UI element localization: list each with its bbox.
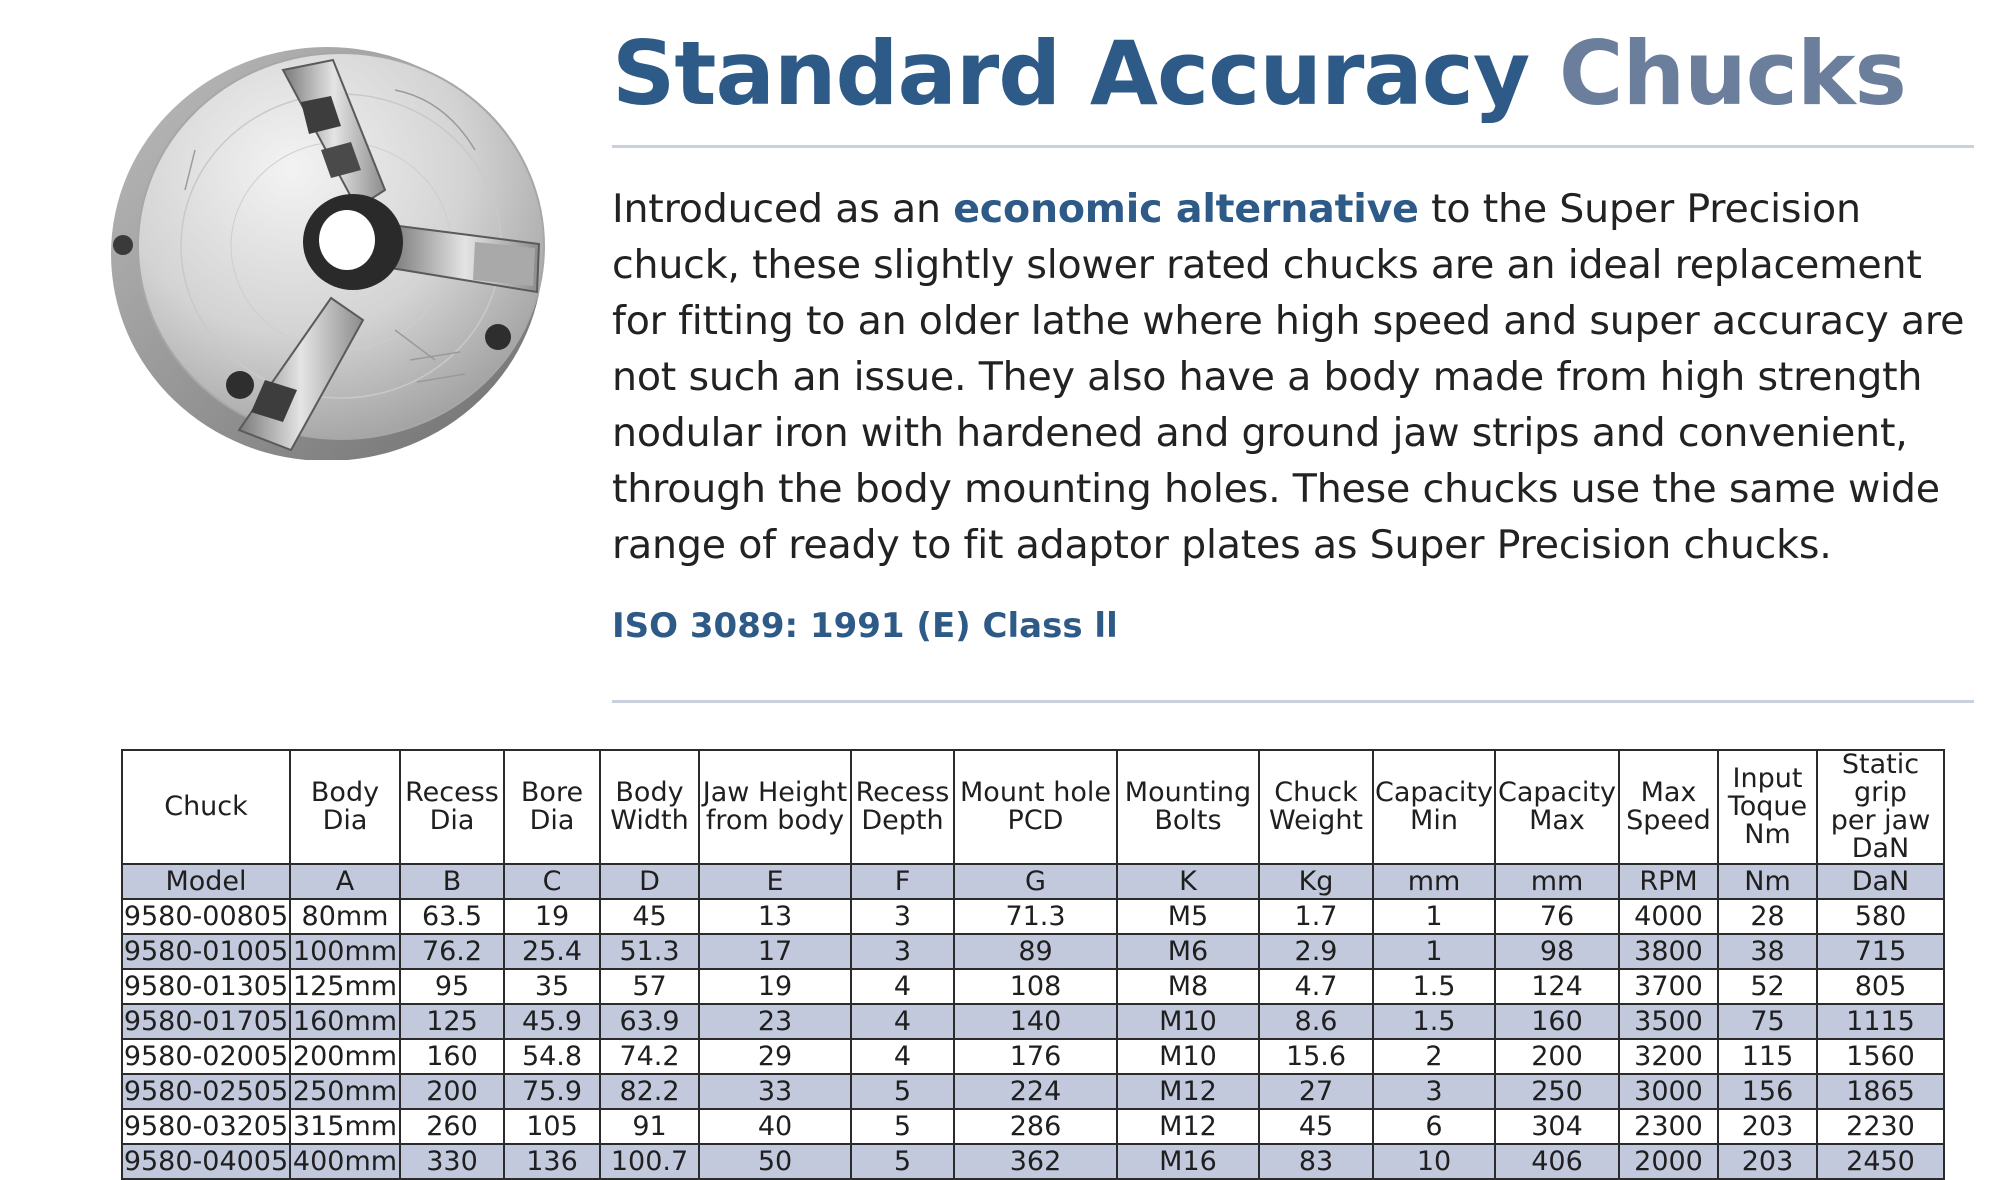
column-header-line: Body — [615, 777, 684, 808]
table-cell: 160mm — [290, 1004, 400, 1039]
table-row — [122, 1144, 1944, 1179]
table-cell: 27 — [1259, 1074, 1373, 1109]
column-header-line: Bolts — [1154, 805, 1222, 836]
model-number-cell: 9580-03205 — [123, 1111, 289, 1142]
column-header — [851, 750, 954, 864]
model-number-cell: 9580-04005 — [123, 1146, 289, 1177]
table-cell: 315mm — [290, 1109, 400, 1144]
table-cell: 25.4 — [504, 934, 600, 969]
table-cell: 83 — [1259, 1144, 1373, 1179]
model-number-cell: 9580-02005 — [123, 1041, 289, 1072]
table-cell: 805 — [1817, 969, 1944, 1004]
column-header-line: Speed — [1626, 805, 1711, 836]
column-header-line: Chuck — [164, 791, 248, 822]
table-cell: 3200 — [1619, 1039, 1718, 1074]
table-cell: 95 — [400, 969, 504, 1004]
table-cell: 200 — [400, 1074, 504, 1109]
table-cell: 45 — [600, 899, 699, 934]
table-cell: M10 — [1117, 1039, 1259, 1074]
column-header — [1373, 750, 1495, 864]
table-cell: 1 — [1373, 934, 1495, 969]
table-row — [122, 969, 1944, 1004]
table-cell: 10 — [1373, 1144, 1495, 1179]
table-row — [122, 1074, 1944, 1109]
model-number-cell: 9580-02505 — [123, 1076, 289, 1107]
table-cell: 82.2 — [600, 1074, 699, 1109]
column-unit: A — [290, 864, 400, 899]
table-units-row — [122, 864, 1944, 899]
column-header-line: Max — [1529, 805, 1585, 836]
table-cell: 4 — [851, 1039, 954, 1074]
table-cell: 6 — [1373, 1109, 1495, 1144]
column-header-line: Mount hole — [960, 777, 1111, 808]
table-cell: 200mm — [290, 1039, 400, 1074]
table-cell: 100.7 — [600, 1144, 699, 1179]
table-cell: 203 — [1718, 1109, 1817, 1144]
table-cell: 5 — [851, 1144, 954, 1179]
table-cell: 406 — [1495, 1144, 1619, 1179]
table-cell: 76 — [1495, 899, 1619, 934]
section-divider — [612, 700, 1974, 703]
column-header-line: Width — [610, 805, 689, 836]
model-number-cell: 9580-01005 — [123, 936, 289, 967]
table-cell: 3500 — [1619, 1004, 1718, 1039]
table-cell: 304 — [1495, 1109, 1619, 1144]
model-number-cell: 9580-01705 — [123, 1006, 289, 1037]
chuck-product-image — [95, 30, 575, 460]
table-cell: 4.7 — [1259, 969, 1373, 1004]
table-cell: 2300 — [1619, 1109, 1718, 1144]
column-unit: D — [600, 864, 699, 899]
table-cell: 3 — [851, 934, 954, 969]
table-cell: 74.2 — [600, 1039, 699, 1074]
column-unit: Kg — [1259, 864, 1373, 899]
table-cell: 45.9 — [504, 1004, 600, 1039]
iso-standard-label: ISO 3089: 1991 (E) Class ll — [612, 606, 1118, 646]
column-header-line: Input — [1732, 763, 1803, 794]
column-header-line: PCD — [1007, 805, 1064, 836]
table-cell: M8 — [1117, 969, 1259, 1004]
intro-paragraph — [612, 181, 1987, 573]
column-header-line: Toque — [1727, 791, 1808, 822]
table-cell: 75.9 — [504, 1074, 600, 1109]
table-cell: 200 — [1495, 1039, 1619, 1074]
table-cell: 91 — [600, 1109, 699, 1144]
column-unit: B — [400, 864, 504, 899]
table-cell: 19 — [504, 899, 600, 934]
column-unit: K — [1117, 864, 1259, 899]
table-cell: 224 — [954, 1074, 1117, 1109]
column-unit: DaN — [1817, 864, 1944, 899]
intro-text-before: Introduced as an — [612, 186, 954, 232]
table-cell: 2230 — [1817, 1109, 1944, 1144]
title-primary: Standard Accuracy — [612, 22, 1530, 125]
table-cell: 260 — [400, 1109, 504, 1144]
column-header — [1619, 750, 1718, 864]
table-cell: 4 — [851, 969, 954, 1004]
table-cell: 2450 — [1817, 1144, 1944, 1179]
column-header-line: Mounting — [1124, 777, 1252, 808]
table-cell: M10 — [1117, 1004, 1259, 1039]
table-cell: 17 — [699, 934, 851, 969]
table-cell: 71.3 — [954, 899, 1117, 934]
column-header — [290, 750, 400, 864]
table-cell: 33 — [699, 1074, 851, 1109]
table-row — [122, 934, 1944, 969]
table-cell: 1115 — [1817, 1004, 1944, 1039]
table-cell: 15.6 — [1259, 1039, 1373, 1074]
table-cell: 28 — [1718, 899, 1817, 934]
table-cell: 108 — [954, 969, 1117, 1004]
column-header-line: Nm — [1744, 819, 1791, 850]
column-header-line: Depth — [861, 805, 944, 836]
table-cell: 2000 — [1619, 1144, 1718, 1179]
table-cell: 51.3 — [600, 934, 699, 969]
column-header-line: Min — [1410, 805, 1458, 836]
table-cell: 38 — [1718, 934, 1817, 969]
column-unit: C — [504, 864, 600, 899]
model-number-cell: 9580-00805 — [123, 901, 289, 932]
table-cell: 5 — [851, 1109, 954, 1144]
column-unit: Model — [122, 864, 290, 899]
table-cell: 8.6 — [1259, 1004, 1373, 1039]
column-header — [504, 750, 600, 864]
column-header — [699, 750, 851, 864]
table-cell: 125 — [400, 1004, 504, 1039]
table-cell: 2.9 — [1259, 934, 1373, 969]
column-header-line: Max — [1640, 777, 1697, 808]
spec-table — [121, 749, 1945, 1180]
table-cell: 115 — [1718, 1039, 1817, 1074]
table-cell: 1865 — [1817, 1074, 1944, 1109]
column-unit: G — [954, 864, 1117, 899]
table-cell: 76.2 — [400, 934, 504, 969]
table-cell: 400mm — [290, 1144, 400, 1179]
table-cell: 23 — [699, 1004, 851, 1039]
table-cell: 1.5 — [1373, 969, 1495, 1004]
table-cell: 40 — [699, 1109, 851, 1144]
table-cell: 57 — [600, 969, 699, 1004]
column-header-line: Weight — [1268, 805, 1364, 836]
column-header-line: Recess — [855, 777, 950, 808]
column-header-line: Body — [310, 777, 380, 808]
column-header-line: DaN — [1851, 833, 1910, 864]
table-cell: 330 — [400, 1144, 504, 1179]
table-cell: 1 — [1373, 899, 1495, 934]
table-header-row — [122, 750, 1944, 864]
column-header — [954, 750, 1117, 864]
table-cell: 1.5 — [1373, 1004, 1495, 1039]
table-cell: 63.9 — [600, 1004, 699, 1039]
table-cell: 105 — [504, 1109, 600, 1144]
model-number-cell: 9580-01305 — [123, 971, 289, 1002]
column-header — [122, 750, 290, 864]
table-cell: 3000 — [1619, 1074, 1718, 1109]
table-cell: 176 — [954, 1039, 1117, 1074]
table-cell: 3 — [851, 899, 954, 934]
table-cell: 2 — [1373, 1039, 1495, 1074]
table-cell: 250 — [1495, 1074, 1619, 1109]
table-row — [122, 1004, 1944, 1039]
table-cell: 75 — [1718, 1004, 1817, 1039]
column-header-line: Capacity — [1498, 777, 1616, 808]
column-unit: F — [851, 864, 954, 899]
table-cell: 1.7 — [1259, 899, 1373, 934]
column-unit: E — [699, 864, 851, 899]
column-header-line: Recess — [405, 777, 499, 808]
column-header-line: Capacity — [1375, 777, 1493, 808]
column-header — [1718, 750, 1817, 864]
table-cell: 4000 — [1619, 899, 1718, 934]
table-cell: 35 — [504, 969, 600, 1004]
table-cell: 52 — [1718, 969, 1817, 1004]
table-cell: 203 — [1718, 1144, 1817, 1179]
table-cell: 19 — [699, 969, 851, 1004]
table-cell: 160 — [400, 1039, 504, 1074]
column-header — [1817, 750, 1944, 864]
intro-emphasis: economic alternative — [953, 186, 1419, 232]
table-cell: 63.5 — [400, 899, 504, 934]
column-header-line: Dia — [429, 805, 475, 836]
column-unit: RPM — [1619, 864, 1718, 899]
table-cell: 54.8 — [504, 1039, 600, 1074]
column-unit: mm — [1495, 864, 1619, 899]
title-secondary: Chucks — [1558, 22, 1906, 125]
table-cell: 4 — [851, 1004, 954, 1039]
table-cell: 3 — [1373, 1074, 1495, 1109]
table-row — [122, 899, 1944, 934]
column-header-line: from body — [705, 805, 845, 836]
table-cell: 3700 — [1619, 969, 1718, 1004]
table-cell: 136 — [504, 1144, 600, 1179]
table-cell: M12 — [1117, 1074, 1259, 1109]
table-cell: 362 — [954, 1144, 1117, 1179]
table-cell: 5 — [851, 1074, 954, 1109]
table-cell: 13 — [699, 899, 851, 934]
table-body — [122, 899, 1944, 1179]
table-cell: 80mm — [290, 899, 400, 934]
table-cell: 100mm — [290, 934, 400, 969]
table-cell: 715 — [1817, 934, 1944, 969]
column-header-line: Jaw Height — [702, 777, 848, 808]
table-row — [122, 1109, 1944, 1144]
table-cell: M16 — [1117, 1144, 1259, 1179]
table-cell: 160 — [1495, 1004, 1619, 1039]
column-header — [1259, 750, 1373, 864]
column-header — [1495, 750, 1619, 864]
intro-text-after: to the Super Precision chuck, these slightly slower rated chucks are an ideal replacement for fitting to an older lathe where high speed and super accuracy are not such an issue. They also have a body made from high strength nodular iron with hardened and ground jaw strips and convenient, through the body mounting holes. These chucks use the same wide range of ready to fit adaptor plates as Super Precision chucks. — [612, 186, 1965, 568]
column-header-line: Chuck — [1274, 777, 1358, 808]
column-header-line: per jaw — [1830, 805, 1931, 836]
table-cell: M12 — [1117, 1109, 1259, 1144]
table-cell: 156 — [1718, 1074, 1817, 1109]
column-header-line: Bore — [520, 777, 584, 808]
table-cell: 124 — [1495, 969, 1619, 1004]
table-cell: 140 — [954, 1004, 1117, 1039]
table-cell: 250mm — [290, 1074, 400, 1109]
table-cell: 580 — [1817, 899, 1944, 934]
column-header-line: Dia — [322, 805, 368, 836]
column-header — [600, 750, 699, 864]
column-header-line: Static grip — [1841, 749, 1920, 808]
table-cell: 125mm — [290, 969, 400, 1004]
table-cell: 89 — [954, 934, 1117, 969]
column-header — [400, 750, 504, 864]
table-cell: 45 — [1259, 1109, 1373, 1144]
title-divider — [612, 145, 1974, 148]
table-cell: 286 — [954, 1109, 1117, 1144]
table-cell: 29 — [699, 1039, 851, 1074]
column-header-line: Dia — [529, 805, 575, 836]
table-cell: 50 — [699, 1144, 851, 1179]
table-row — [122, 1039, 1944, 1074]
table-cell: 3800 — [1619, 934, 1718, 969]
table-cell: M6 — [1117, 934, 1259, 969]
table-cell: 1560 — [1817, 1039, 1944, 1074]
page-title — [612, 22, 1906, 125]
table-cell: 98 — [1495, 934, 1619, 969]
column-unit: mm — [1373, 864, 1495, 899]
column-header — [1117, 750, 1259, 864]
table-cell: M5 — [1117, 899, 1259, 934]
column-unit: Nm — [1718, 864, 1817, 899]
